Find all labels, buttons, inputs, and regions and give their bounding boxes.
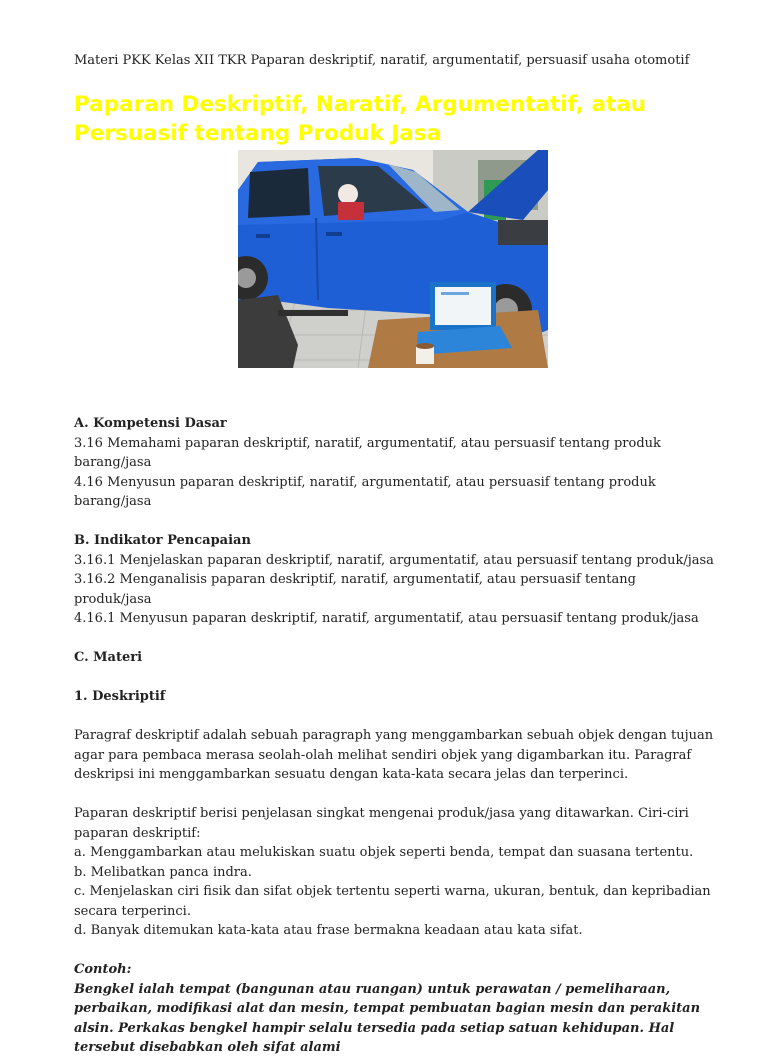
paragraph: Paragraf deskriptif adalah sebuah paragraph yang menggambarkan sebuah objek dengan tujuan agar para pembaca merasa seolah-olah melihat sendiri objek yang digambarkan itu. Paragraf deskripsi ini menggambarkan sesuatu dengan kata-kata secara jelas dan terperinci.: [74, 728, 714, 782]
header-line: Materi PKK Kelas XII TKR Paparan deskriptif, naratif, argumentatif, persuasif usaha otomotif: [74, 53, 690, 68]
list-item: b. Melibatkan panca indra.: [74, 864, 252, 880]
indikator-heading: B. Indikator Pencapaian: [74, 533, 251, 548]
kd-heading: A. Kompetensi Dasar: [74, 416, 227, 431]
contoh-text: Bengkel ialah tempat (bangunan atau ruangan) untuk perawatan / pemeliharaan, perbaikan, modifikasi alat dan mesin, tempat pembuatan bagian mesin dan perakitan alsin. Perkakas bengkel hampir selalu tersedia pada setiap satuan kehidupan. Hal tersebut disebabkan oleh sifat alami: [74, 981, 701, 1055]
kd-item: 3.16 Memahami paparan deskriptif, naratif, argumentatif, atau persuasif tentang produk barang/jasa: [74, 435, 661, 470]
indikator-item: 4.16.1 Menyusun paparan deskriptif, naratif, argumentatif, atau persuasif tentang produk/jasa: [74, 611, 699, 626]
materi-heading: C. Materi: [74, 650, 143, 665]
indikator-item: 3.16.2 Menganalisis paparan deskriptif, naratif, argumentatif, atau persuasif tentang produk/jasa: [74, 572, 636, 607]
deskriptif-subheading: 1. Deskriptif: [74, 689, 166, 704]
paragraph: Paparan deskriptif berisi penjelasan singkat mengenai produk/jasa yang ditawarkan. Ciri-ciri paparan deskriptif:: [74, 806, 689, 841]
list-item: c. Menjelaskan ciri fisik dan sifat objek tertentu seperti warna, ukuran, bentuk, dan kepribadian secara terperinci.: [74, 884, 711, 919]
document-body: [74, 414, 714, 1058]
document-title: Paparan Deskriptif, Naratif, Argumentatif, atau Persuasif tentang Produk Jasa: [74, 92, 647, 146]
list-item: d. Banyak ditemukan kata-kata atau frase bermakna keadaan atau kata sifat.: [74, 923, 583, 938]
workshop-photo: [238, 150, 548, 368]
kd-item: 4.16 Menyusun paparan deskriptif, naratif, argumentatif, atau persuasif tentang produk barang/jasa: [74, 474, 656, 509]
indikator-item: 3.16.1 Menjelaskan paparan deskriptif, naratif, argumentatif, atau persuasif tentang produk/jasa: [74, 552, 714, 568]
contoh-label: Contoh:: [74, 962, 132, 977]
list-item: a. Menggambarkan atau melukiskan suatu objek seperti benda, tempat dan suasana tertentu.: [74, 845, 694, 860]
